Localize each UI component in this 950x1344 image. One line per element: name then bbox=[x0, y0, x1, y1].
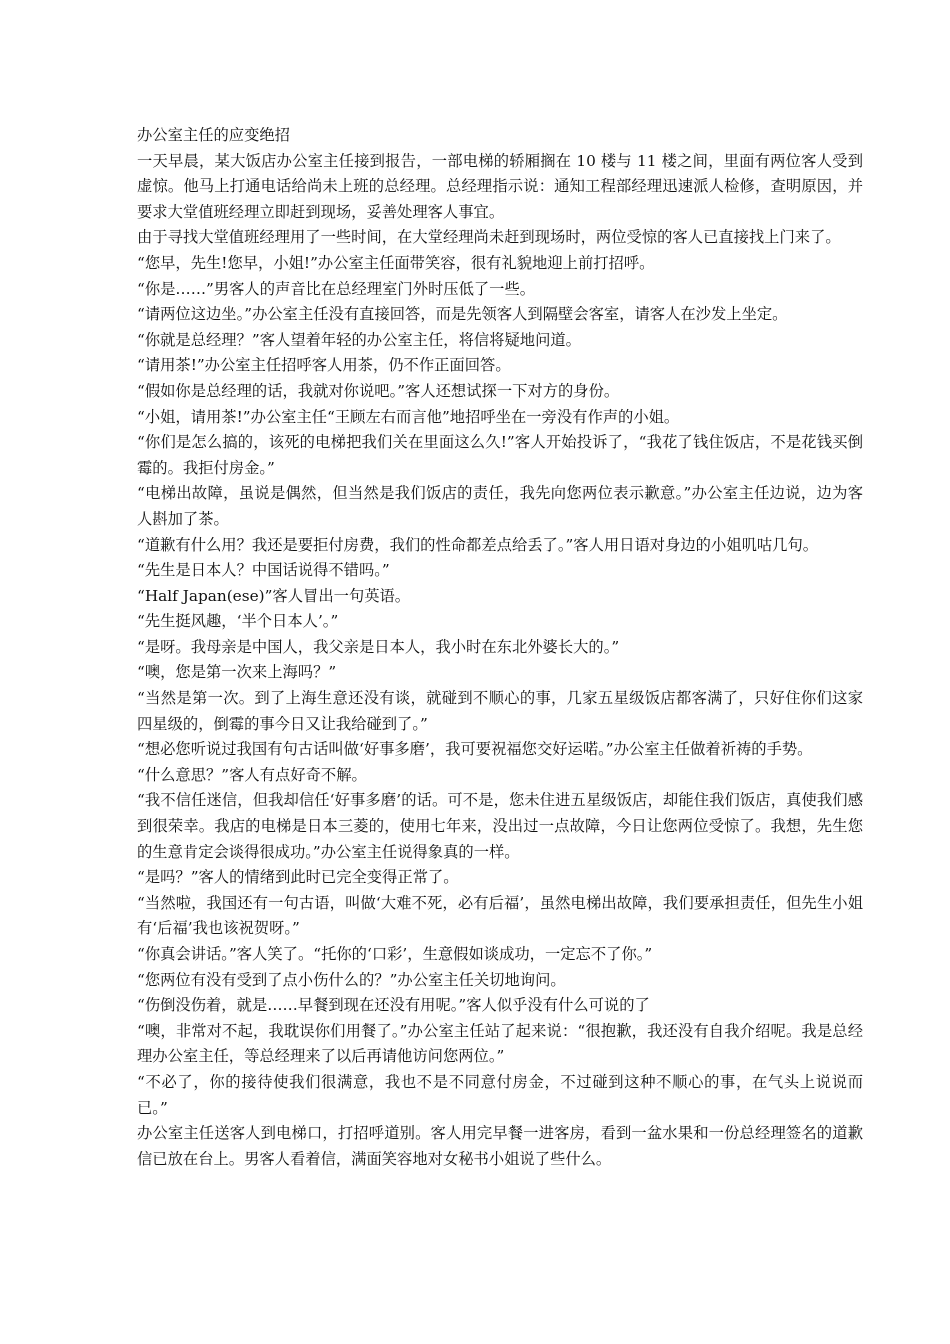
paragraph: “我不信任迷信，但我却信任‘好事多磨’的话。可不是，您未住进五星级饭店，却能住我们饭店，真使我们感到很荣幸。我店的电梯是日本三菱的，使用七年来，没出过一点故障，今日让您两位受惊了。我想，先生您的生意肯定会谈得很成功。”办公室主任说得象真的一样。 bbox=[137, 791, 863, 861]
paragraph: “想必您听说过我国有句古话叫做‘好事多磨’，我可要祝福您交好运喏。”办公室主任做着祈祷的手势。 bbox=[137, 740, 813, 759]
paragraph: “先生是日本人？中国话说得不错吗。” bbox=[137, 561, 390, 580]
paragraph: “什么意思？”客人有点好奇不解。 bbox=[137, 765, 367, 784]
paragraph: “不必了，你的接待使我们很满意，我也不是不同意付房金，不过碰到这种不顺心的事，在气头上说说而已。” bbox=[137, 1072, 863, 1117]
paragraph: “请用茶!”办公室主任招呼客人用茶，仍不作正面回答。 bbox=[137, 356, 511, 375]
paragraph: “伤倒没伤着，就是……早餐到现在还没有用呢。”客人似乎没有什么可说的了 bbox=[137, 996, 650, 1015]
document-page bbox=[137, 123, 863, 1172]
paragraph: “Half Japan(ese)”客人冒出一句英语。 bbox=[137, 586, 411, 605]
paragraph: 由于寻找大堂值班经理用了一些时间，在大堂经理尚未赶到现场时，两位受惊的客人已直接找上门来了。 bbox=[137, 228, 841, 247]
paragraph: 办公室主任送客人到电梯口，打招呼道别。客人用完早餐一进客房，看到一盆水果和一份总经理签名的道歉信已放在台上。男客人看着信，满面笑容地对女秘书小姐说了些什么。 bbox=[137, 1124, 863, 1168]
paragraph: “您早，先生!您早，小姐!”办公室主任面带笑容，很有礼貌地迎上前打招呼。 bbox=[137, 253, 655, 272]
paragraph: “小姐，请用茶!”办公室主任“王顾左右而言他”地招呼坐在一旁没有作声的小姐。 bbox=[137, 407, 680, 426]
paragraph: “道歉有什么用？我还是要拒付房费，我们的性命都差点给丢了。”客人用日语对身边的小姐叽咕几句。 bbox=[137, 535, 819, 554]
paragraph: 一天早晨，某大饭店办公室主任接到报告，一部电梯的轿厢搁在 10 楼与 11 楼之间，里面有两位客人受到虚惊。他马上打通电话给尚未上班的总经理。总经理指示说：通知工程部经理迅速派人检修，查明原因，并要求大堂值班经理立即赶到现场，妥善处理客人事宜。 bbox=[137, 151, 863, 221]
paragraph: “请两位这边坐。”办公室主任没有直接回答，而是先领客人到隔壁会客室，请客人在沙发上坐定。 bbox=[137, 305, 788, 324]
paragraph: “是吗？”客人的情绪到此时已完全变得正常了。 bbox=[137, 868, 459, 887]
paragraph: “当然啦，我国还有一句古语，叫做‘大难不死，必有后福’，虽然电梯出故障，我们要承担责任，但先生小姐有‘后福’我也该祝贺呀。” bbox=[137, 893, 863, 938]
paragraph: “电梯出故障，虽说是偶然，但当然是我们饭店的责任，我先向您两位表示歉意。”办公室主任边说，边为客人斟加了茶。 bbox=[137, 484, 863, 528]
paragraph: “先生挺风趣，‘半个日本人’。” bbox=[137, 612, 339, 631]
paragraph: “你就是总经理？”客人望着年轻的办公室主任，将信将疑地问道。 bbox=[137, 330, 581, 349]
paragraph: “你真会讲话。”客人笑了。“托你的‘口彩’，生意假如谈成功，一定忘不了你。” bbox=[137, 945, 653, 963]
paragraph: “你是……”男客人的声音比在总经理室门外时压低了一些。 bbox=[137, 279, 536, 298]
paragraph: “噢，您是第一次来上海吗？” bbox=[137, 663, 337, 682]
paragraph: “噢，非常对不起，我耽误你们用餐了。”办公室主任站了起来说：“很抱歉，我还没有自我介绍呢。我是总经理办公室主任，等总经理来了以后再请他访问您两位。” bbox=[137, 1021, 863, 1066]
paragraph: “假如你是总经理的话，我就对你说吧。”客人还想试探一下对方的身份。 bbox=[137, 381, 620, 400]
document-title: 办公室主任的应变绝招 bbox=[137, 126, 290, 144]
paragraph: “您两位有没有受到了点小伤什么的？”办公室主任关切地询问。 bbox=[137, 970, 566, 989]
paragraph: “是呀。我母亲是中国人，我父亲是日本人，我小时在东北外婆长大的。” bbox=[137, 637, 620, 656]
paragraph: “你们是怎么搞的，该死的电梯把我们关在里面这么久!”客人开始投诉了，“我花了钱住饭店，不是花钱买倒霉的。我拒付房金。” bbox=[137, 433, 863, 477]
paragraph: “当然是第一次。到了上海生意还没有谈，就碰到不顺心的事，几家五星级饭店都客满了，只好住你们这家四星级的，倒霉的事今日又让我给碰到了。” bbox=[137, 689, 863, 733]
